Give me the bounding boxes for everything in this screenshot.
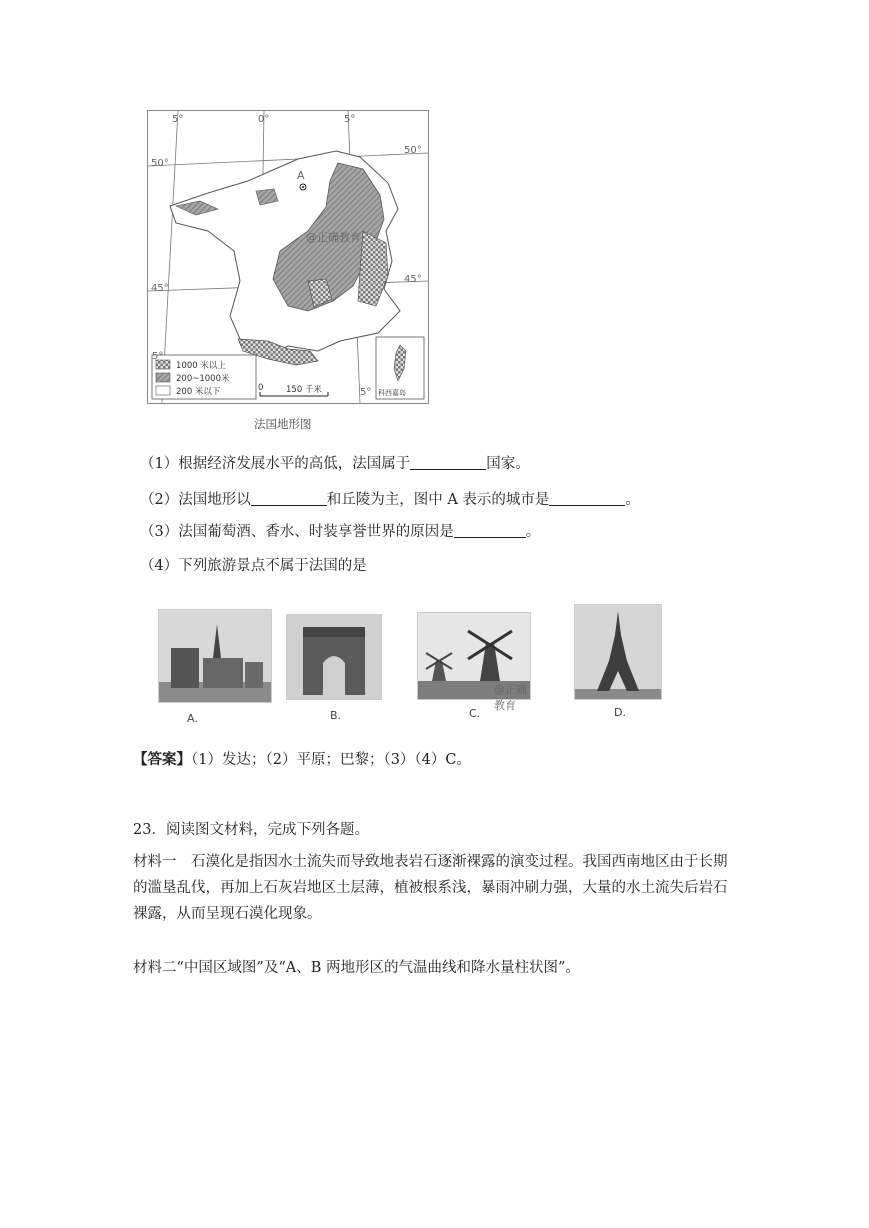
answer-line xyxy=(133,750,471,770)
photo-b xyxy=(286,614,382,700)
lon-label-5e-bottom: 5° xyxy=(360,387,372,398)
france-terrain-map xyxy=(147,110,429,404)
photo-watermark: @正确教育 xyxy=(494,683,527,712)
arc-de-triomphe-icon xyxy=(287,615,381,699)
answer-text: （1）发达；（2）平原；巴黎；（3）（4）C。 xyxy=(191,752,471,768)
legend-swatch-upland xyxy=(156,373,170,382)
lon-label-5w-bottom: 5° xyxy=(152,351,164,362)
q23-title: 23．阅读图文材料，完成下列各题。 xyxy=(133,822,369,838)
scale-length: 150 千米 xyxy=(286,385,322,395)
photo-d xyxy=(574,604,662,700)
lon-label-0: 0° xyxy=(258,114,270,125)
photo-c xyxy=(417,612,531,712)
photo-c-label: C. xyxy=(469,707,481,720)
question-2: （2）法国地形以 和丘陵为主，图中 A 表示的城市是 。 xyxy=(140,492,640,508)
map-caption: 法国地形图 xyxy=(254,417,312,431)
eiffel-tower-icon xyxy=(575,605,661,699)
q23-material1: 材料一 石漠化是指因水土流失而导致地表岩石逐渐裸露的演变过程。我国西南地区由于长期的滥垦乱伐，再加上石灰岩地区土层薄，植被根系浅，暴雨冲刷力强，大量的水土流失后岩石裸露，从而呈现石漠化现象。 xyxy=(133,854,728,922)
question-3: （3）法国葡萄酒、香水、时装享誉世界的原因是 。 xyxy=(140,524,541,540)
legend-label-upland: 200~1000米 xyxy=(176,374,230,384)
question-1: （1）根据经济发展水平的高低，法国属于 国家。 xyxy=(140,456,530,472)
legend-label-lowland: 200 米以下 xyxy=(176,387,221,397)
notre-dame-icon xyxy=(159,610,271,702)
photo-b-label: B. xyxy=(330,709,342,722)
map-watermark: @正确教育 xyxy=(306,231,361,244)
point-a-label: A xyxy=(297,169,305,182)
lon-label-5w: 5° xyxy=(172,114,184,125)
answer-blank-1 xyxy=(410,454,486,470)
answer-tag: 【答案】 xyxy=(133,751,191,768)
inset-label: 科西嘉岛 xyxy=(378,389,406,397)
question-4: （4）下列旅游景点不属于法国的是 xyxy=(140,558,367,574)
legend-label-mountain: 1000 米以上 xyxy=(176,361,226,371)
answer-blank-2b xyxy=(549,490,625,506)
q23-material2: 材料二“中国区域图”及“A、B 两地形区的气温曲线和降水量柱状图”。 xyxy=(133,960,580,976)
lat-label-45-right: 45° xyxy=(404,274,422,285)
lon-label-5e: 5° xyxy=(344,114,356,125)
lat-label-45-left: 45° xyxy=(151,283,169,294)
answer-blank-3 xyxy=(454,522,526,538)
photo-a-label: A. xyxy=(187,712,198,725)
lat-label-50-left: 50° xyxy=(151,158,169,169)
scale-zero: 0 xyxy=(258,383,264,393)
legend-swatch-lowland xyxy=(156,386,170,395)
lat-label-50-right: 50° xyxy=(404,145,422,156)
photo-d-label: D. xyxy=(614,706,626,719)
photo-a xyxy=(158,609,272,703)
answer-blank-2a xyxy=(251,490,327,506)
